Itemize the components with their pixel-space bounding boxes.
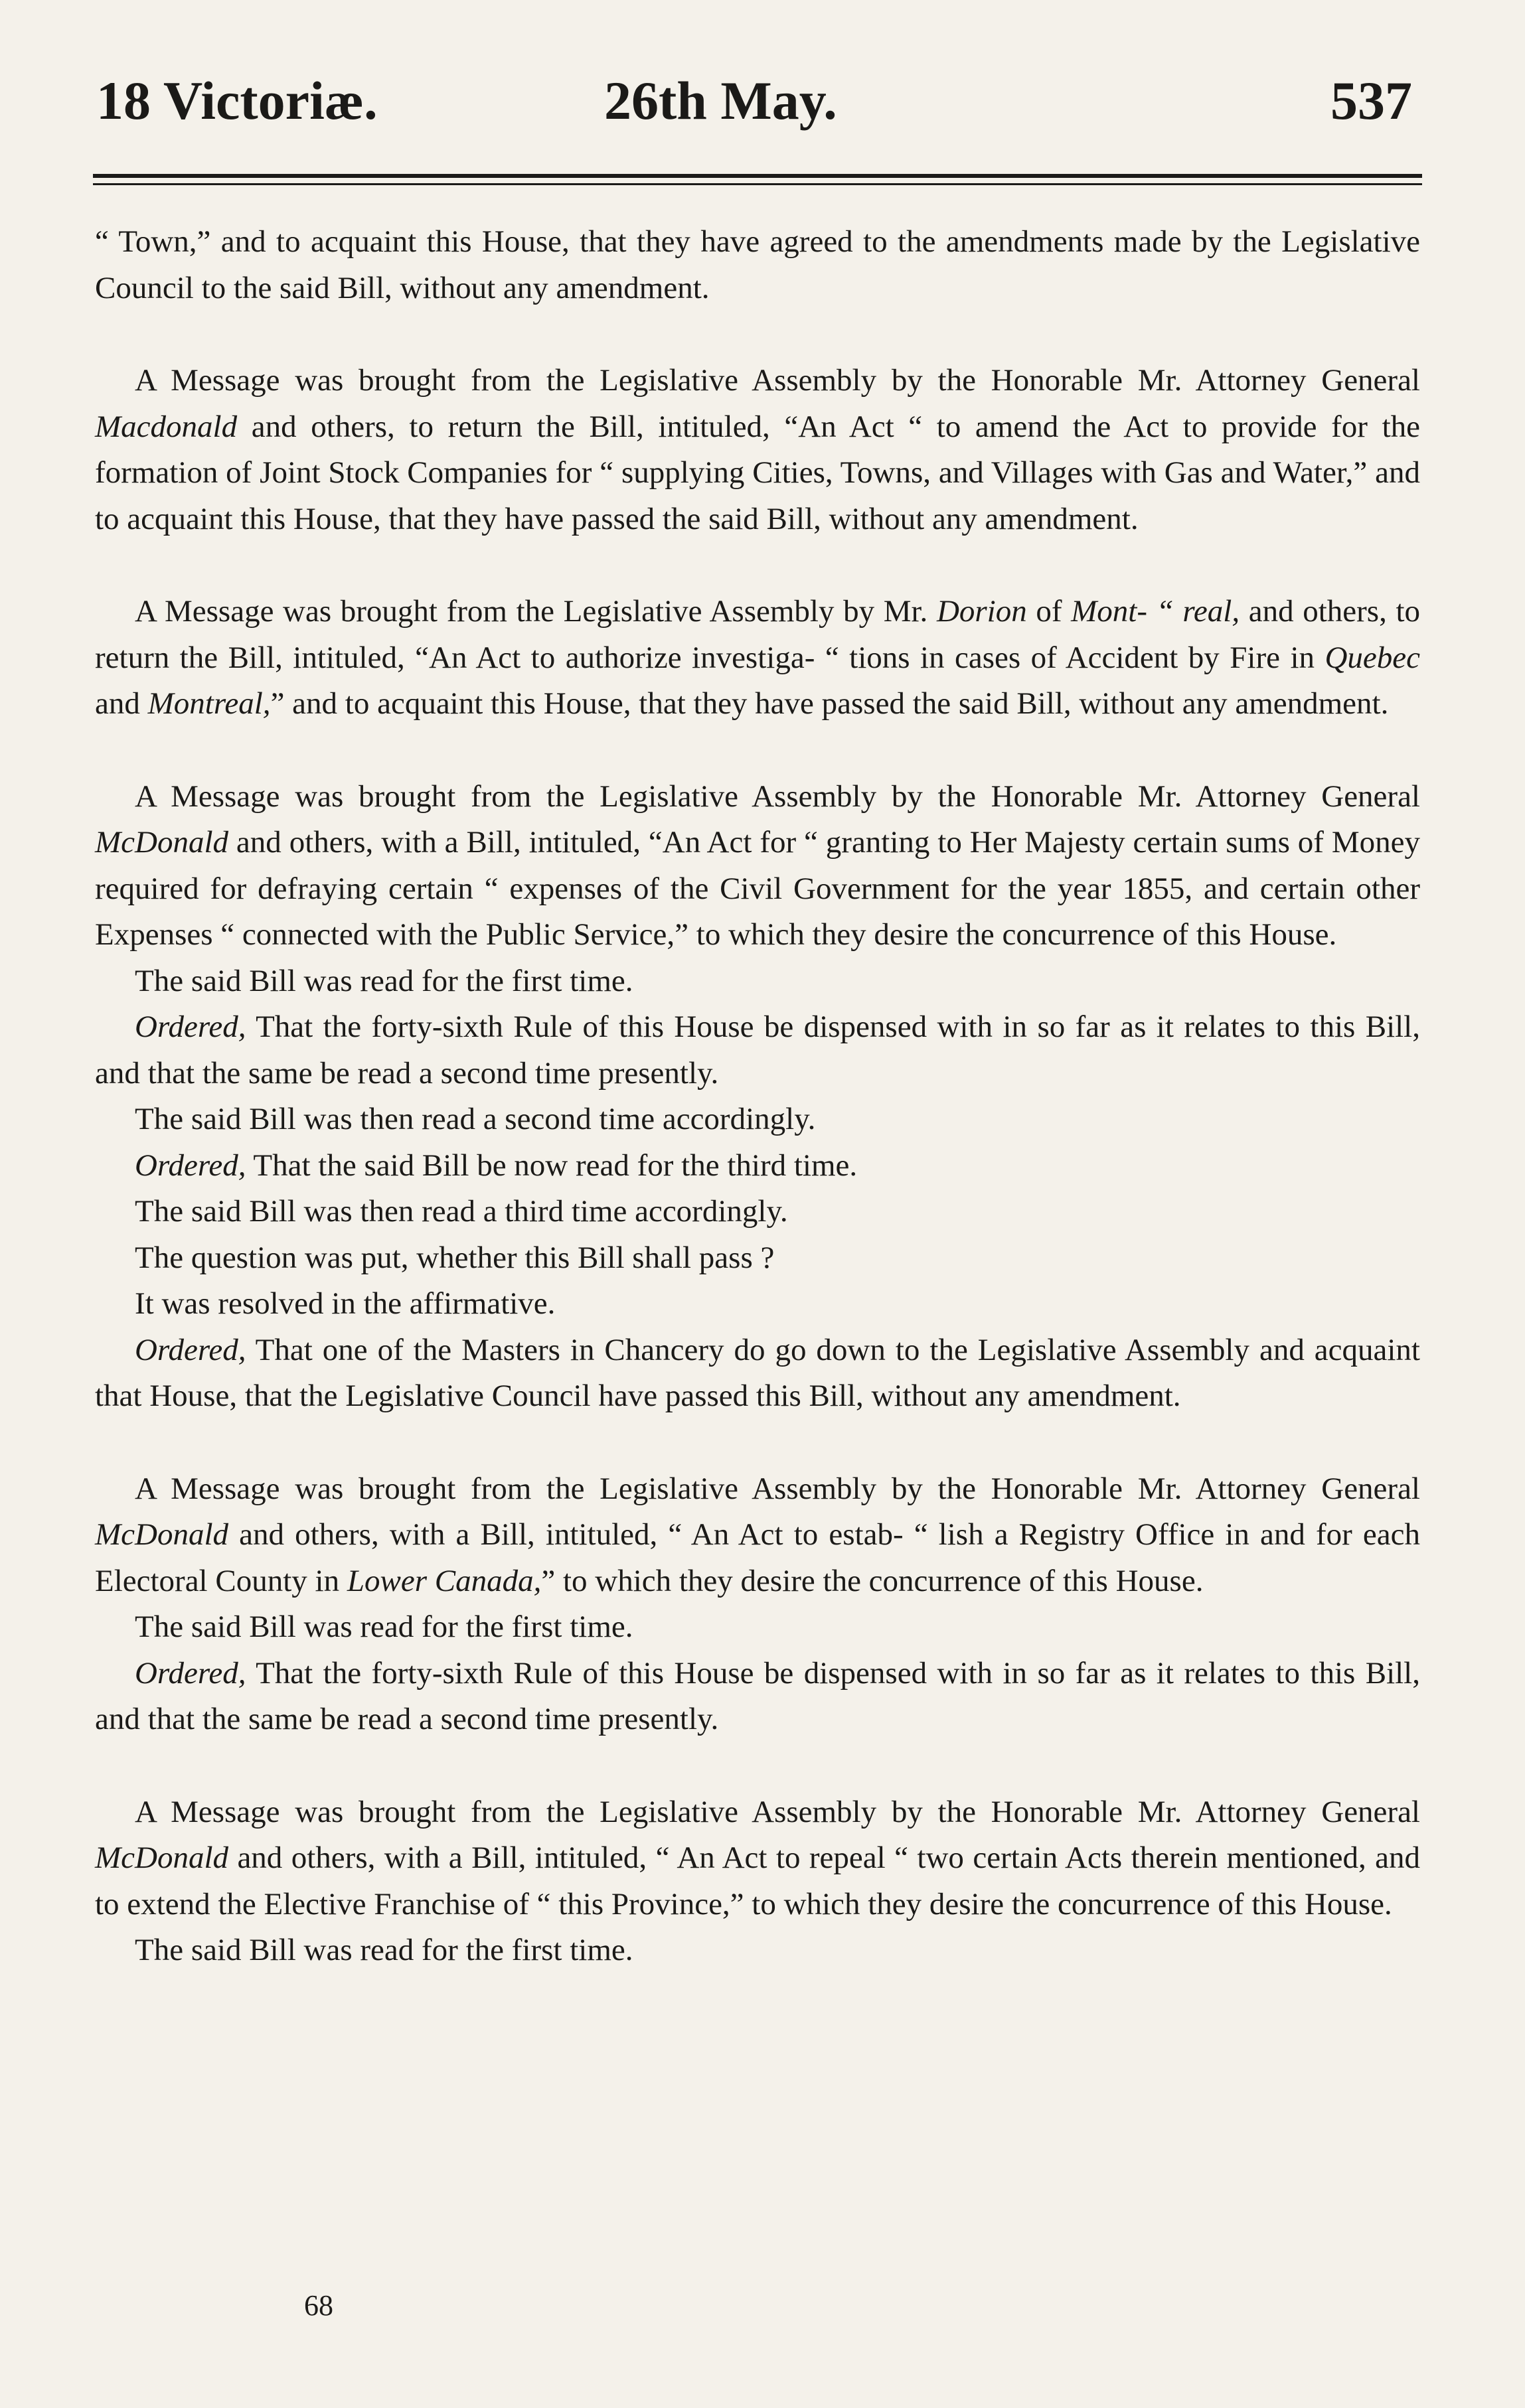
text-run: ” and to acquaint this House, that they have passed the said Bill, without any amendment.	[270, 686, 1389, 721]
page-number: 537	[1330, 70, 1412, 131]
paragraph-p13	[95, 1466, 1420, 1605]
text-run: That the said Bill be now read for the third time.	[246, 1148, 858, 1183]
text-run: The said Bill was then read a third time accordingly.	[135, 1194, 788, 1229]
rule-thin	[93, 183, 1422, 185]
paragraph-p8	[95, 1143, 1420, 1189]
paragraph-p5	[95, 958, 1420, 1005]
italic-run: Lower Canada,	[347, 1563, 542, 1598]
italic-run: Montreal,	[147, 686, 271, 721]
italic-run: Ordered,	[135, 1010, 246, 1044]
italic-run: Ordered,	[135, 1148, 246, 1183]
paragraph-p4	[95, 774, 1420, 958]
paragraph-p14	[95, 1604, 1420, 1651]
text-run: The said Bill was read for the first time.	[135, 1610, 633, 1644]
paragraph-p11	[95, 1281, 1420, 1327]
header-date: 26th May.	[604, 70, 837, 131]
italic-run: Ordered,	[135, 1332, 246, 1367]
header-regnal-year: 18 Victoriæ.	[96, 70, 378, 131]
paragraph-p17	[95, 1927, 1420, 1974]
italic-run: Quebec	[1324, 640, 1420, 675]
text-run: The said Bill was then read a second time accordingly.	[135, 1102, 816, 1136]
text-run: “ Town,” and to acquaint this House, that they have agreed to the amendments made by the Legislative Council to the said Bill, without any amendment.	[95, 224, 1420, 305]
text-run: A Message was brought from the Legislative Assembly by the Honorable Mr. Attorney General	[135, 363, 1420, 398]
text-run: and	[95, 686, 148, 721]
italic-run: Macdonald	[95, 409, 238, 444]
running-head	[96, 70, 1412, 143]
signature-mark: 68	[304, 2289, 333, 2322]
text-run: It was resolved in the affirmative.	[135, 1286, 556, 1321]
text-run: A Message was brought from the Legislative Assembly by the Honorable Mr. Attorney General	[135, 1471, 1420, 1506]
text-run: The said Bill was read for the first time.	[135, 1933, 633, 1967]
paragraph-p16	[95, 1789, 1420, 1928]
text-run: The said Bill was read for the first time.	[135, 963, 633, 998]
paragraph-p10	[95, 1235, 1420, 1282]
text-run: and others, with a Bill, intituled, “ An Act to repeal “ two certain Acts therein mentioned, and to extend the Elective Franchise of “ this Province,” to which they desire the concurrence of this House.	[95, 1841, 1420, 1921]
text-run: ” to which they desire the concurrence of this House.	[541, 1563, 1204, 1598]
text-run: A Message was brought from the Legislative Assembly by the Honorable Mr. Attorney General	[135, 779, 1420, 814]
italic-run: Ordered,	[135, 1655, 246, 1691]
paragraph-p1	[95, 219, 1420, 311]
paragraph-p6	[95, 1004, 1420, 1096]
text-run: and others, with a Bill, intituled, “ An Act to estab- “ lish a Registry Office in and for each Electoral County in	[95, 1517, 1420, 1598]
paragraph-p12	[95, 1327, 1420, 1420]
paragraph-p3	[95, 589, 1420, 727]
text-run: That the forty-sixth Rule of this House be dispensed with in so far as it relates to this Bill, and that the same be read a second time presently.	[95, 1010, 1420, 1091]
paragraph-p2	[95, 358, 1420, 542]
italic-run: Dorion	[936, 594, 1027, 629]
paragraph-p9	[95, 1189, 1420, 1235]
body-text	[95, 219, 1420, 1974]
text-run: The question was put, whether this Bill shall pass ?	[135, 1240, 775, 1275]
italic-run: McDonald	[95, 1841, 229, 1875]
italic-run: McDonald	[95, 1517, 229, 1552]
paragraph-p15	[95, 1651, 1420, 1743]
italic-run: McDonald	[95, 825, 229, 860]
text-run: and others, to return the Bill, intituled, “An Act “ to amend the Act to provide for the formation of Joint Stock Companies for “ supplying Cities, Towns, and Villages with Gas and Water,” and to acquaint this House, that they have passed the said Bill, without any amendment.	[95, 409, 1420, 536]
text-run: A Message was brought from the Legislative Assembly by the Honorable Mr. Attorney General	[135, 1794, 1420, 1829]
text-run: and others, with a Bill, intituled, “An Act for “ granting to Her Majesty certain sums of Money required for defraying certain “ expenses of the Civil Government for the year 1855, and certain other Expenses “ connected with the Public Service,” to which they desire the concurrence of this House.	[95, 825, 1420, 952]
text-run: of	[1026, 594, 1072, 629]
text-run: and others, to return the Bill, intituled, “An Act to authorize investiga- “ tions in cases of Accident by Fire in	[95, 594, 1421, 675]
text-run: A Message was brought from the Legislative Assembly by Mr.	[135, 594, 937, 629]
italic-run: Mont- “ real,	[1071, 594, 1240, 629]
paragraph-p7	[95, 1096, 1420, 1143]
text-run: That one of the Masters in Chancery do go down to the Legislative Assembly and acquaint that House, that the Legislative Council have passed this Bill, without any amendment.	[95, 1332, 1420, 1413]
text-run: That the forty-sixth Rule of this House be dispensed with in so far as it relates to this Bill, and that the same be read a second time presently.	[95, 1655, 1420, 1736]
header-rule	[93, 174, 1422, 185]
